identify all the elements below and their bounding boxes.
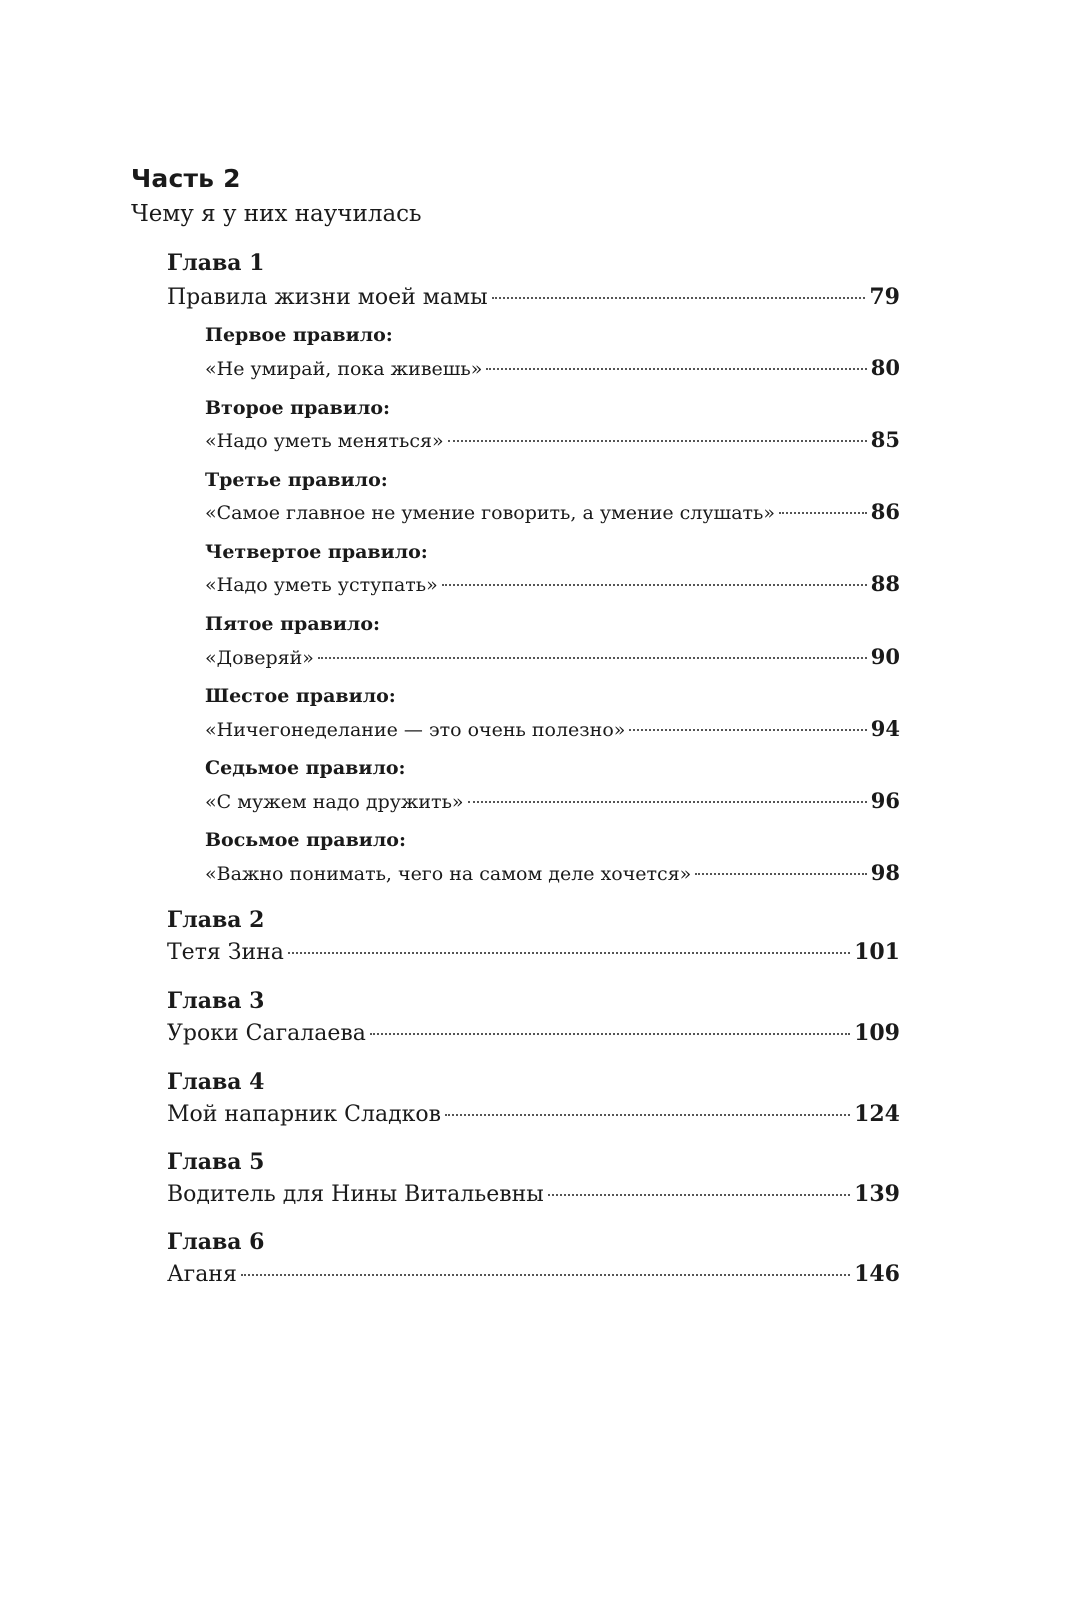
page-number: 86 (870, 499, 900, 524)
toc-entry-title: «Доверяй» (205, 647, 314, 669)
toc-entry[interactable] (205, 354, 900, 383)
leader-dots (779, 512, 867, 514)
leader-dots (318, 657, 867, 659)
page-number: 96 (870, 788, 900, 813)
chapter-label: Глава 1 (167, 250, 265, 276)
leader-dots (695, 873, 866, 875)
page-number: 79 (869, 284, 900, 310)
chapter-label: Глава 6 (167, 1229, 265, 1255)
toc-entry[interactable] (205, 859, 900, 888)
leader-dots (442, 584, 867, 586)
toc-entry-title: «Важно понимать, чего на самом деле хочется» (205, 863, 692, 885)
page-number: 90 (870, 644, 900, 669)
page-number: 94 (870, 716, 900, 741)
toc-entry-title: Аганя (167, 1262, 237, 1287)
rule-label: Первое правило: (205, 324, 393, 346)
rule-label: Четвертое правило: (205, 541, 428, 563)
toc-entry-title: «Надо уметь меняться» (205, 430, 444, 452)
toc-entry[interactable] (167, 1259, 900, 1290)
toc-entry[interactable] (167, 1018, 900, 1049)
leader-dots (629, 729, 866, 731)
toc-entry-title: Мой напарник Сладков (167, 1102, 441, 1127)
part-subtitle: Чему я у них научилась (131, 201, 422, 227)
page-number: 98 (870, 860, 900, 885)
page-number: 109 (854, 1020, 900, 1046)
leader-dots (486, 368, 866, 370)
toc-entry[interactable] (167, 1099, 900, 1130)
rule-label: Шестое правило: (205, 685, 396, 707)
toc-entry-title: Тетя Зина (167, 940, 284, 965)
toc-entry-title: «Ничегонеделание — это очень полезно» (205, 719, 626, 741)
chapter-label: Глава 5 (167, 1149, 265, 1175)
rule-label: Третье правило: (205, 469, 388, 491)
page-number: 80 (870, 355, 900, 380)
rule-label: Второе правило: (205, 397, 391, 419)
toc-entry-title: «Самое главное не умение говорить, а умение слушать» (205, 502, 776, 524)
rule-label: Восьмое правило: (205, 829, 406, 851)
toc-entry[interactable] (205, 787, 900, 816)
toc-entry-title: Правила жизни моей мамы (167, 285, 488, 310)
page-number: 139 (854, 1181, 900, 1207)
toc-entry[interactable] (205, 643, 900, 672)
leader-dots (468, 801, 867, 803)
rule-label: Седьмое правило: (205, 757, 406, 779)
toc-entry[interactable] (205, 715, 900, 744)
toc-entry-title: «Не умирай, пока живешь» (205, 358, 483, 380)
toc-entry[interactable] (167, 1179, 900, 1210)
toc-entry[interactable] (167, 282, 900, 313)
leader-dots (370, 1033, 850, 1035)
page-number: 146 (854, 1261, 900, 1287)
page-number: 124 (854, 1101, 900, 1127)
leader-dots (288, 952, 850, 954)
toc-entry-title: «С мужем надо дружить» (205, 791, 464, 813)
toc-entry[interactable] (205, 570, 900, 599)
leader-dots (241, 1274, 850, 1276)
toc-entry[interactable] (205, 498, 900, 527)
toc-entry-title: Водитель для Нины Витальевны (167, 1182, 544, 1207)
toc-entry-title: «Надо уметь уступать» (205, 574, 438, 596)
leader-dots (445, 1114, 850, 1116)
page-number: 88 (870, 571, 900, 596)
chapter-label: Глава 4 (167, 1069, 265, 1095)
leader-dots (448, 440, 867, 442)
toc-entry[interactable] (205, 426, 900, 455)
rule-label: Пятое правило: (205, 613, 381, 635)
page-number: 85 (870, 427, 900, 452)
page-number: 101 (854, 939, 900, 965)
toc-entry[interactable] (167, 937, 900, 968)
chapter-label: Глава 3 (167, 988, 265, 1014)
toc-entry-title: Уроки Сагалаева (167, 1021, 366, 1046)
part-title: Часть 2 (131, 164, 241, 193)
leader-dots (492, 297, 866, 299)
leader-dots (548, 1194, 850, 1196)
chapter-label: Глава 2 (167, 907, 265, 933)
